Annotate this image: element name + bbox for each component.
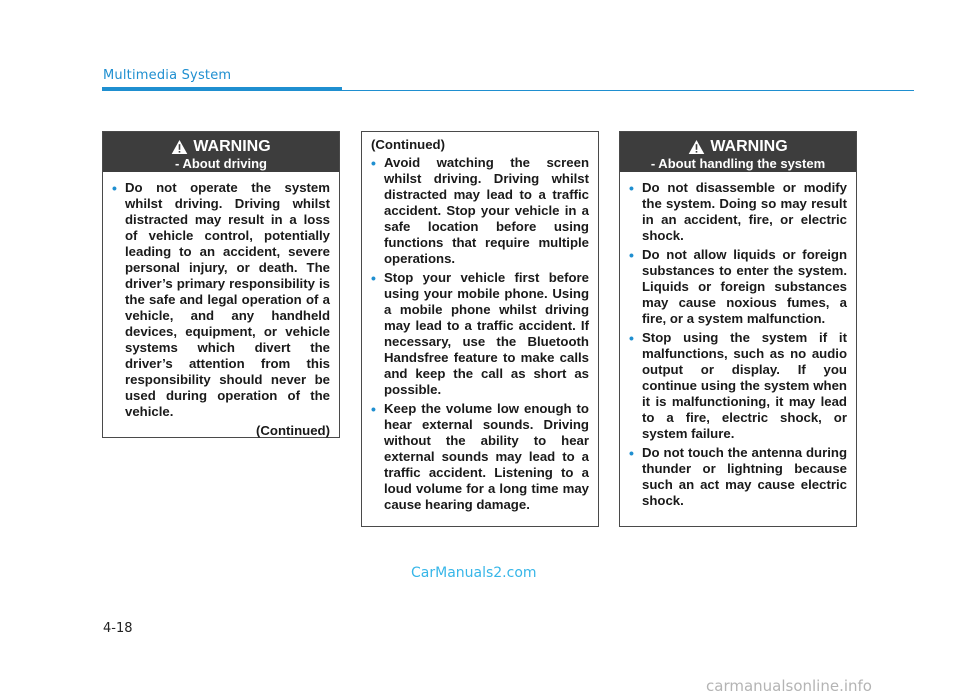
- warning-header: [103, 132, 339, 172]
- section-title: Multimedia System: [103, 68, 232, 83]
- warning-triangle-icon: [688, 139, 705, 155]
- warning-label: WARNING: [193, 138, 271, 155]
- warning-label: WARNING: [710, 138, 788, 155]
- bullet-icon: •: [629, 445, 634, 461]
- warning-panel-continued: [361, 131, 599, 527]
- warning-subtitle: - About driving: [175, 156, 267, 171]
- list-item: • Keep the volume low enough to hear external sounds. Driving without the ability to hear external sounds may lead to a traffic accident. Listening to a loud volume for a long time may cause hearing damage.: [371, 401, 589, 512]
- bullet-icon: •: [629, 247, 634, 263]
- list-item: • Stop using the system if it malfunctions, such as no audio output or display. If you continue using the system when it is malfunctioning, it may lead to a fire, electric shock, or system failure.: [629, 330, 847, 441]
- list-item: • Do not disassemble or modify the system. Doing so may result in an accident, fire, or electric shock.: [629, 180, 847, 243]
- list-item: • Do not operate the system whilst driving. Driving whilst distracted may result in a loss of vehicle control, potentially leading to an accident, severe personal injury, or death. The driver’s primary responsibility is the safe and legal operation of a vehicle, and any handheld devices, equipment, or vehicle systems which divert the driver’s attention from this responsibility should never be used during operation of the vehicle.: [112, 180, 330, 419]
- bullet-icon: •: [629, 180, 634, 196]
- warning-subtitle: - About handling the system: [650, 156, 826, 171]
- list-item: • Avoid watching the screen whilst driving. Driving whilst distracted may lead to a traffic accident. Stop your vehicle in a safe location before using functions that require multiple operations.: [371, 155, 589, 266]
- continued-label: (Continued): [371, 137, 445, 152]
- section-rule-thick: [102, 87, 342, 91]
- watermark-footer: carmanualsonline.info: [706, 677, 872, 695]
- list-item: • Stop your vehicle first before using your mobile phone. Using a mobile phone whilst driving may lead to a traffic accident. If necessary, use the Bluetooth Handsfree feature to make calls and keep the call as short as possible.: [371, 270, 589, 397]
- page-number: 4-18: [103, 621, 133, 636]
- warning-panel-handling: [619, 131, 857, 527]
- watermark-link[interactable]: CarManuals2.com: [411, 565, 537, 581]
- list-item: • Do not touch the antenna during thunder or lightning because such an act may cause electric shock.: [629, 445, 847, 508]
- warning-panel-driving: [102, 131, 340, 438]
- section-rule-thin: [342, 90, 914, 91]
- bullet-icon: •: [629, 330, 634, 346]
- bullet-icon: •: [371, 401, 376, 417]
- list-item: • Do not allow liquids or foreign substances to enter the system. Liquids or foreign substances may cause noxious fumes, a fire, or a system malfunction.: [629, 247, 847, 326]
- bullet-icon: •: [371, 155, 376, 171]
- bullet-icon: •: [112, 180, 117, 196]
- warning-triangle-icon: [171, 139, 188, 155]
- warning-header: [620, 132, 856, 172]
- continued-label: (Continued): [256, 423, 330, 438]
- bullet-icon: •: [371, 270, 376, 286]
